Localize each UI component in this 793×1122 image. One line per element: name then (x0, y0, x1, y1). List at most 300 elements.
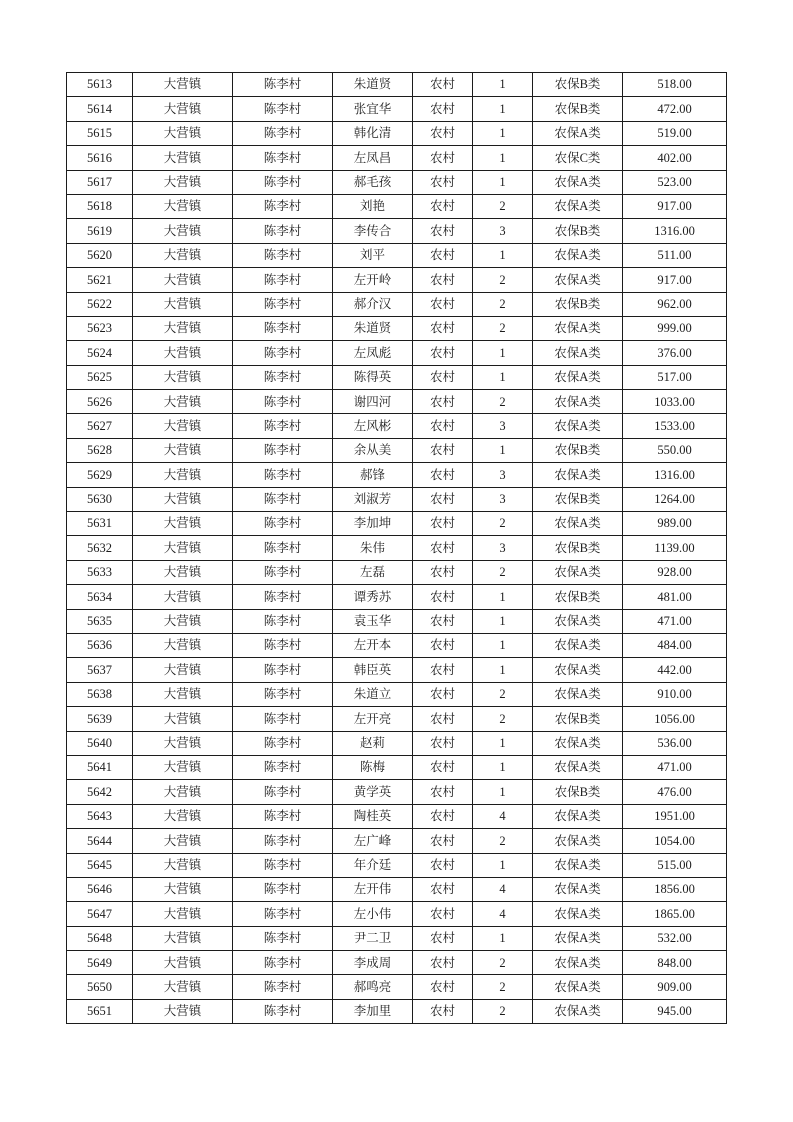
cell-town: 大营镇 (133, 804, 233, 828)
cell-amount: 848.00 (623, 951, 727, 975)
table-row (67, 414, 727, 438)
cell-residence-type: 农村 (413, 951, 473, 975)
cell-residence-type: 农村 (413, 975, 473, 999)
cell-village: 陈李村 (233, 390, 333, 414)
cell-person-name: 谢四河 (333, 390, 413, 414)
table-row (67, 97, 727, 121)
cell-serial-number: 5641 (67, 755, 133, 779)
cell-town: 大营镇 (133, 316, 233, 340)
cell-serial-number: 5626 (67, 390, 133, 414)
table-row (67, 633, 727, 657)
cell-person-name: 郝锋 (333, 463, 413, 487)
cell-person-name: 朱道立 (333, 682, 413, 706)
cell-person-count: 2 (473, 316, 533, 340)
cell-serial-number: 5637 (67, 658, 133, 682)
cell-person-count: 1 (473, 609, 533, 633)
cell-village: 陈李村 (233, 975, 333, 999)
cell-town: 大营镇 (133, 97, 233, 121)
cell-serial-number: 5639 (67, 707, 133, 731)
cell-village: 陈李村 (233, 170, 333, 194)
cell-village: 陈李村 (233, 438, 333, 462)
cell-residence-type: 农村 (413, 560, 473, 584)
cell-amount: 910.00 (623, 682, 727, 706)
table-row (67, 194, 727, 218)
cell-town: 大营镇 (133, 73, 233, 97)
cell-person-name: 左小伟 (333, 902, 413, 926)
cell-insurance-category: 农保A类 (533, 975, 623, 999)
cell-amount: 962.00 (623, 292, 727, 316)
payment-roster-table (66, 72, 727, 1024)
cell-person-name: 袁玉华 (333, 609, 413, 633)
cell-insurance-category: 农保A类 (533, 658, 623, 682)
cell-residence-type: 农村 (413, 170, 473, 194)
cell-insurance-category: 农保A类 (533, 194, 623, 218)
cell-town: 大营镇 (133, 194, 233, 218)
cell-village: 陈李村 (233, 414, 333, 438)
cell-insurance-category: 农保A类 (533, 243, 623, 267)
cell-insurance-category: 农保B类 (533, 219, 623, 243)
cell-residence-type: 农村 (413, 658, 473, 682)
cell-person-name: 谭秀苏 (333, 585, 413, 609)
cell-amount: 917.00 (623, 194, 727, 218)
cell-residence-type: 农村 (413, 902, 473, 926)
cell-village: 陈李村 (233, 512, 333, 536)
cell-serial-number: 5613 (67, 73, 133, 97)
cell-amount: 1056.00 (623, 707, 727, 731)
table-row (67, 341, 727, 365)
cell-insurance-category: 农保A类 (533, 341, 623, 365)
cell-amount: 1264.00 (623, 487, 727, 511)
cell-town: 大营镇 (133, 219, 233, 243)
cell-town: 大营镇 (133, 146, 233, 170)
table-row (67, 73, 727, 97)
table-row (67, 365, 727, 389)
cell-town: 大营镇 (133, 170, 233, 194)
cell-residence-type: 农村 (413, 121, 473, 145)
cell-person-name: 左广峰 (333, 829, 413, 853)
table-row (67, 121, 727, 145)
cell-person-count: 4 (473, 804, 533, 828)
cell-town: 大营镇 (133, 414, 233, 438)
cell-person-count: 2 (473, 560, 533, 584)
cell-insurance-category: 农保A类 (533, 877, 623, 901)
cell-town: 大营镇 (133, 633, 233, 657)
cell-serial-number: 5651 (67, 999, 133, 1023)
cell-village: 陈李村 (233, 585, 333, 609)
cell-insurance-category: 农保A类 (533, 682, 623, 706)
cell-village: 陈李村 (233, 341, 333, 365)
table-row (67, 487, 727, 511)
cell-village: 陈李村 (233, 463, 333, 487)
cell-amount: 1054.00 (623, 829, 727, 853)
cell-town: 大营镇 (133, 902, 233, 926)
cell-residence-type: 农村 (413, 73, 473, 97)
cell-serial-number: 5643 (67, 804, 133, 828)
cell-person-count: 2 (473, 682, 533, 706)
cell-serial-number: 5645 (67, 853, 133, 877)
cell-amount: 917.00 (623, 268, 727, 292)
cell-insurance-category: 农保A类 (533, 804, 623, 828)
cell-amount: 536.00 (623, 731, 727, 755)
cell-person-name: 郝介汉 (333, 292, 413, 316)
cell-village: 陈李村 (233, 73, 333, 97)
cell-person-count: 2 (473, 194, 533, 218)
cell-village: 陈李村 (233, 560, 333, 584)
cell-person-name: 朱道贤 (333, 73, 413, 97)
cell-residence-type: 农村 (413, 390, 473, 414)
cell-residence-type: 农村 (413, 463, 473, 487)
table-row (67, 902, 727, 926)
cell-town: 大营镇 (133, 365, 233, 389)
cell-amount: 442.00 (623, 658, 727, 682)
cell-amount: 1865.00 (623, 902, 727, 926)
table-row (67, 853, 727, 877)
cell-person-count: 2 (473, 707, 533, 731)
cell-serial-number: 5625 (67, 365, 133, 389)
cell-insurance-category: 农保B类 (533, 536, 623, 560)
cell-residence-type: 农村 (413, 804, 473, 828)
table-row (67, 146, 727, 170)
cell-amount: 471.00 (623, 609, 727, 633)
cell-amount: 523.00 (623, 170, 727, 194)
cell-town: 大营镇 (133, 463, 233, 487)
cell-village: 陈李村 (233, 780, 333, 804)
cell-village: 陈李村 (233, 121, 333, 145)
cell-amount: 1033.00 (623, 390, 727, 414)
cell-town: 大营镇 (133, 951, 233, 975)
cell-town: 大营镇 (133, 268, 233, 292)
cell-person-count: 1 (473, 146, 533, 170)
cell-amount: 481.00 (623, 585, 727, 609)
table-row (67, 219, 727, 243)
cell-residence-type: 农村 (413, 536, 473, 560)
cell-village: 陈李村 (233, 194, 333, 218)
cell-person-name: 郝鸣亮 (333, 975, 413, 999)
cell-insurance-category: 农保A类 (533, 926, 623, 950)
cell-village: 陈李村 (233, 609, 333, 633)
cell-village: 陈李村 (233, 292, 333, 316)
cell-person-count: 4 (473, 877, 533, 901)
cell-village: 陈李村 (233, 633, 333, 657)
cell-residence-type: 农村 (413, 146, 473, 170)
table-row (67, 926, 727, 950)
cell-village: 陈李村 (233, 902, 333, 926)
cell-serial-number: 5616 (67, 146, 133, 170)
cell-serial-number: 5615 (67, 121, 133, 145)
cell-town: 大营镇 (133, 536, 233, 560)
cell-amount: 511.00 (623, 243, 727, 267)
cell-residence-type: 农村 (413, 414, 473, 438)
cell-insurance-category: 农保A类 (533, 853, 623, 877)
cell-person-count: 1 (473, 365, 533, 389)
cell-serial-number: 5634 (67, 585, 133, 609)
cell-person-count: 1 (473, 97, 533, 121)
cell-serial-number: 5618 (67, 194, 133, 218)
cell-person-name: 余从美 (333, 438, 413, 462)
cell-town: 大营镇 (133, 341, 233, 365)
cell-town: 大营镇 (133, 512, 233, 536)
cell-amount: 1951.00 (623, 804, 727, 828)
cell-person-count: 1 (473, 926, 533, 950)
cell-person-name: 韩臣英 (333, 658, 413, 682)
cell-serial-number: 5622 (67, 292, 133, 316)
table-body (67, 73, 727, 1024)
cell-serial-number: 5617 (67, 170, 133, 194)
cell-amount: 517.00 (623, 365, 727, 389)
cell-serial-number: 5632 (67, 536, 133, 560)
cell-person-name: 黄学英 (333, 780, 413, 804)
cell-residence-type: 农村 (413, 585, 473, 609)
cell-person-name: 左磊 (333, 560, 413, 584)
cell-amount: 989.00 (623, 512, 727, 536)
cell-insurance-category: 农保A类 (533, 902, 623, 926)
cell-amount: 1139.00 (623, 536, 727, 560)
cell-town: 大营镇 (133, 292, 233, 316)
cell-person-count: 3 (473, 219, 533, 243)
cell-insurance-category: 农保B类 (533, 292, 623, 316)
cell-serial-number: 5623 (67, 316, 133, 340)
cell-residence-type: 农村 (413, 316, 473, 340)
cell-person-name: 陈得英 (333, 365, 413, 389)
table-row (67, 975, 727, 999)
cell-village: 陈李村 (233, 804, 333, 828)
cell-insurance-category: 农保A类 (533, 609, 623, 633)
cell-serial-number: 5633 (67, 560, 133, 584)
cell-insurance-category: 农保A类 (533, 999, 623, 1023)
cell-residence-type: 农村 (413, 829, 473, 853)
cell-amount: 402.00 (623, 146, 727, 170)
cell-town: 大营镇 (133, 877, 233, 901)
cell-amount: 1533.00 (623, 414, 727, 438)
cell-amount: 476.00 (623, 780, 727, 804)
cell-person-name: 李加坤 (333, 512, 413, 536)
cell-serial-number: 5624 (67, 341, 133, 365)
cell-person-count: 2 (473, 999, 533, 1023)
cell-person-count: 1 (473, 243, 533, 267)
table-row (67, 560, 727, 584)
cell-amount: 1856.00 (623, 877, 727, 901)
cell-person-count: 2 (473, 951, 533, 975)
table-row (67, 829, 727, 853)
cell-person-count: 1 (473, 585, 533, 609)
cell-serial-number: 5646 (67, 877, 133, 901)
cell-village: 陈李村 (233, 707, 333, 731)
cell-amount: 532.00 (623, 926, 727, 950)
cell-residence-type: 农村 (413, 707, 473, 731)
cell-serial-number: 5628 (67, 438, 133, 462)
cell-insurance-category: 农保B类 (533, 97, 623, 121)
cell-residence-type: 农村 (413, 999, 473, 1023)
cell-town: 大营镇 (133, 121, 233, 145)
cell-insurance-category: 农保A类 (533, 951, 623, 975)
cell-serial-number: 5630 (67, 487, 133, 511)
cell-amount: 909.00 (623, 975, 727, 999)
cell-person-count: 2 (473, 512, 533, 536)
cell-amount: 519.00 (623, 121, 727, 145)
table-row (67, 268, 727, 292)
cell-residence-type: 农村 (413, 438, 473, 462)
cell-residence-type: 农村 (413, 268, 473, 292)
cell-person-name: 朱道贤 (333, 316, 413, 340)
table-row (67, 707, 727, 731)
cell-town: 大营镇 (133, 853, 233, 877)
table-row (67, 243, 727, 267)
cell-person-name: 左风彬 (333, 414, 413, 438)
cell-serial-number: 5648 (67, 926, 133, 950)
cell-person-name: 郝毛孩 (333, 170, 413, 194)
cell-person-name: 年介廷 (333, 853, 413, 877)
cell-insurance-category: 农保C类 (533, 146, 623, 170)
table-row (67, 731, 727, 755)
cell-serial-number: 5640 (67, 731, 133, 755)
cell-town: 大营镇 (133, 438, 233, 462)
cell-person-name: 刘艳 (333, 194, 413, 218)
cell-village: 陈李村 (233, 877, 333, 901)
cell-person-name: 左开伟 (333, 877, 413, 901)
cell-person-name: 左凤彪 (333, 341, 413, 365)
cell-town: 大营镇 (133, 658, 233, 682)
cell-person-count: 1 (473, 755, 533, 779)
cell-insurance-category: 农保B类 (533, 73, 623, 97)
cell-insurance-category: 农保A类 (533, 414, 623, 438)
cell-insurance-category: 农保B类 (533, 707, 623, 731)
cell-serial-number: 5627 (67, 414, 133, 438)
cell-town: 大营镇 (133, 755, 233, 779)
cell-person-name: 左开亮 (333, 707, 413, 731)
cell-amount: 376.00 (623, 341, 727, 365)
table-row (67, 609, 727, 633)
cell-village: 陈李村 (233, 219, 333, 243)
cell-serial-number: 5642 (67, 780, 133, 804)
cell-person-count: 3 (473, 487, 533, 511)
cell-insurance-category: 农保A类 (533, 121, 623, 145)
cell-serial-number: 5631 (67, 512, 133, 536)
cell-serial-number: 5644 (67, 829, 133, 853)
cell-amount: 484.00 (623, 633, 727, 657)
cell-village: 陈李村 (233, 755, 333, 779)
cell-person-name: 张宜华 (333, 97, 413, 121)
cell-town: 大营镇 (133, 609, 233, 633)
cell-serial-number: 5635 (67, 609, 133, 633)
cell-village: 陈李村 (233, 268, 333, 292)
cell-village: 陈李村 (233, 999, 333, 1023)
cell-amount: 550.00 (623, 438, 727, 462)
cell-town: 大营镇 (133, 780, 233, 804)
table-row (67, 951, 727, 975)
cell-residence-type: 农村 (413, 487, 473, 511)
cell-residence-type: 农村 (413, 755, 473, 779)
cell-residence-type: 农村 (413, 97, 473, 121)
cell-residence-type: 农村 (413, 609, 473, 633)
cell-person-name: 李传合 (333, 219, 413, 243)
cell-person-count: 1 (473, 633, 533, 657)
cell-person-count: 1 (473, 170, 533, 194)
cell-person-count: 1 (473, 780, 533, 804)
cell-town: 大营镇 (133, 682, 233, 706)
cell-insurance-category: 农保A类 (533, 512, 623, 536)
cell-residence-type: 农村 (413, 341, 473, 365)
cell-person-count: 2 (473, 292, 533, 316)
cell-residence-type: 农村 (413, 682, 473, 706)
cell-insurance-category: 农保A类 (533, 463, 623, 487)
cell-town: 大营镇 (133, 707, 233, 731)
cell-amount: 515.00 (623, 853, 727, 877)
table-row (67, 804, 727, 828)
cell-person-count: 1 (473, 73, 533, 97)
cell-person-name: 韩化清 (333, 121, 413, 145)
cell-town: 大营镇 (133, 243, 233, 267)
cell-person-count: 1 (473, 438, 533, 462)
cell-amount: 999.00 (623, 316, 727, 340)
cell-town: 大营镇 (133, 731, 233, 755)
cell-village: 陈李村 (233, 731, 333, 755)
cell-insurance-category: 农保A类 (533, 829, 623, 853)
cell-village: 陈李村 (233, 658, 333, 682)
cell-residence-type: 农村 (413, 853, 473, 877)
cell-insurance-category: 农保A类 (533, 365, 623, 389)
cell-serial-number: 5649 (67, 951, 133, 975)
cell-serial-number: 5636 (67, 633, 133, 657)
cell-amount: 1316.00 (623, 219, 727, 243)
cell-town: 大营镇 (133, 390, 233, 414)
cell-person-name: 左开岭 (333, 268, 413, 292)
table-row (67, 292, 727, 316)
cell-person-name: 李加里 (333, 999, 413, 1023)
cell-person-count: 2 (473, 390, 533, 414)
table-row (67, 463, 727, 487)
cell-person-name: 朱伟 (333, 536, 413, 560)
cell-person-name: 刘平 (333, 243, 413, 267)
cell-person-count: 1 (473, 658, 533, 682)
cell-person-name: 李成周 (333, 951, 413, 975)
cell-residence-type: 农村 (413, 926, 473, 950)
cell-amount: 928.00 (623, 560, 727, 584)
cell-amount: 472.00 (623, 97, 727, 121)
cell-village: 陈李村 (233, 951, 333, 975)
cell-person-name: 左凤昌 (333, 146, 413, 170)
cell-amount: 518.00 (623, 73, 727, 97)
cell-village: 陈李村 (233, 853, 333, 877)
cell-serial-number: 5619 (67, 219, 133, 243)
cell-insurance-category: 农保B类 (533, 438, 623, 462)
cell-village: 陈李村 (233, 97, 333, 121)
table-row (67, 585, 727, 609)
table-row (67, 438, 727, 462)
cell-village: 陈李村 (233, 243, 333, 267)
cell-insurance-category: 农保A类 (533, 390, 623, 414)
cell-town: 大营镇 (133, 926, 233, 950)
cell-village: 陈李村 (233, 146, 333, 170)
cell-village: 陈李村 (233, 487, 333, 511)
cell-village: 陈李村 (233, 829, 333, 853)
cell-residence-type: 农村 (413, 219, 473, 243)
table-row (67, 512, 727, 536)
cell-serial-number: 5614 (67, 97, 133, 121)
cell-village: 陈李村 (233, 365, 333, 389)
cell-serial-number: 5621 (67, 268, 133, 292)
cell-insurance-category: 农保A类 (533, 170, 623, 194)
table-row (67, 170, 727, 194)
cell-town: 大营镇 (133, 487, 233, 511)
cell-person-count: 3 (473, 414, 533, 438)
cell-residence-type: 农村 (413, 780, 473, 804)
cell-serial-number: 5629 (67, 463, 133, 487)
cell-person-name: 左开本 (333, 633, 413, 657)
cell-town: 大营镇 (133, 829, 233, 853)
cell-insurance-category: 农保A类 (533, 731, 623, 755)
cell-residence-type: 农村 (413, 365, 473, 389)
cell-residence-type: 农村 (413, 633, 473, 657)
